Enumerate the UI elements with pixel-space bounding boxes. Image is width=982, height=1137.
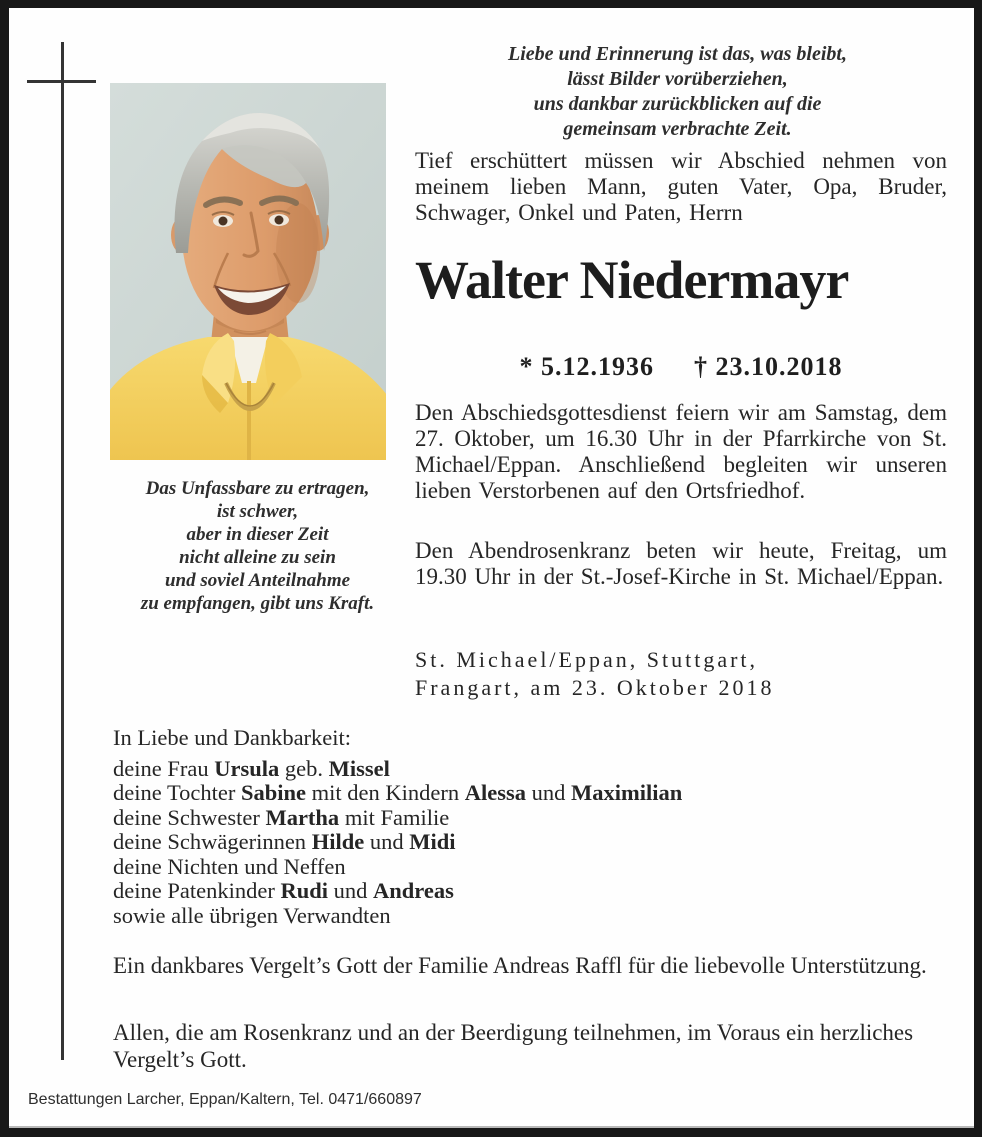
place-date-line: Frangart, am 23. Oktober 2018: [415, 675, 775, 700]
service-paragraph: Den Abschiedsgottesdienst feiern wir am Samstag, dem 27. Oktober, um 16.30 Uhr in der Pfarrkirche von St. Michael/Eppan. Anschließend begleiten wir unseren lieben Verstorbenen auf den Ortsfriedhof.: [415, 400, 947, 503]
mourners-list: [113, 757, 961, 929]
mourner-line: sowie alle übrigen Verwandten: [113, 902, 391, 928]
attendance-paragraph: Allen, die am Rosenkranz und an der Beerdigung teilnehmen, im Voraus ein herzliches Vergelt’s Gott.: [113, 1020, 914, 1072]
photo-quote-line: und soviel Anteilnahme: [164, 570, 351, 591]
photo-quote-line: aber in dieser Zeit: [186, 524, 329, 545]
portrait-photo: [110, 83, 386, 460]
funeral-home-footer: Bestattungen Larcher, Eppan/Kaltern, Tel. 0471/660897: [28, 1091, 422, 1108]
photo-quote-line: Das Unfassbare zu ertragen,: [145, 478, 370, 499]
top-quote-line: lässt Bilder vorüberziehen,: [567, 68, 788, 90]
memorial-cross-icon: [61, 42, 64, 1060]
photo-quote-line: nicht alleine zu sein: [179, 547, 336, 568]
deceased-name: Walter Niedermayr: [415, 250, 849, 310]
mourner-line: deine Tochter Sabine mit den Kindern Alessa und Maximilian: [113, 780, 683, 805]
top-quote-line: uns dankbar zurückblicken auf die: [533, 93, 822, 115]
rosary-paragraph: Den Abendrosenkranz beten wir heute, Freitag, um 19.30 Uhr in der St.-Josef-Kirche in St. Michael/Eppan.: [415, 538, 947, 589]
photo-quote-line: zu empfangen, gibt uns Kraft.: [140, 593, 375, 614]
birth-date: * 5.12.1936: [519, 352, 654, 381]
photo-quote-line: ist schwer,: [216, 501, 299, 522]
top-quote-line: gemeinsam verbrachte Zeit.: [563, 118, 792, 140]
photo-quote: [75, 477, 440, 615]
top-quote: [405, 42, 950, 142]
mourners-heading: In Liebe und Dankbarkeit:: [113, 725, 352, 750]
obituary-paper: [9, 8, 974, 1128]
life-dates: [415, 352, 947, 382]
mourners-block: [113, 726, 961, 928]
memorial-cross-icon: [27, 80, 96, 83]
place-date-line: St. Michael/Eppan, Stuttgart,: [415, 647, 759, 672]
place-date: [415, 646, 947, 702]
thanks-paragraph: Ein dankbares Vergelt’s Gott der Familie Andreas Raffl für die liebevolle Unterstützung.: [113, 953, 927, 978]
death-date: † 23.10.2018: [694, 352, 843, 381]
mourner-line: deine Patenkinder Rudi und Andreas: [113, 878, 454, 903]
mourner-line: deine Schwägerinnen Hilde und Midi: [113, 829, 456, 854]
intro-paragraph: Tief erschüttert müssen wir Abschied nehmen von meinem lieben Mann, guten Vater, Opa, Bruder, Schwager, Onkel und Paten, Herrn: [415, 148, 947, 225]
mourner-line: deine Schwester Martha mit Familie: [113, 804, 450, 830]
mourner-line: deine Frau Ursula geb. Missel: [113, 755, 390, 781]
mourner-line: deine Nichten und Neffen: [113, 853, 346, 879]
top-quote-line: Liebe und Erinnerung ist das, was bleibt,: [508, 43, 847, 65]
